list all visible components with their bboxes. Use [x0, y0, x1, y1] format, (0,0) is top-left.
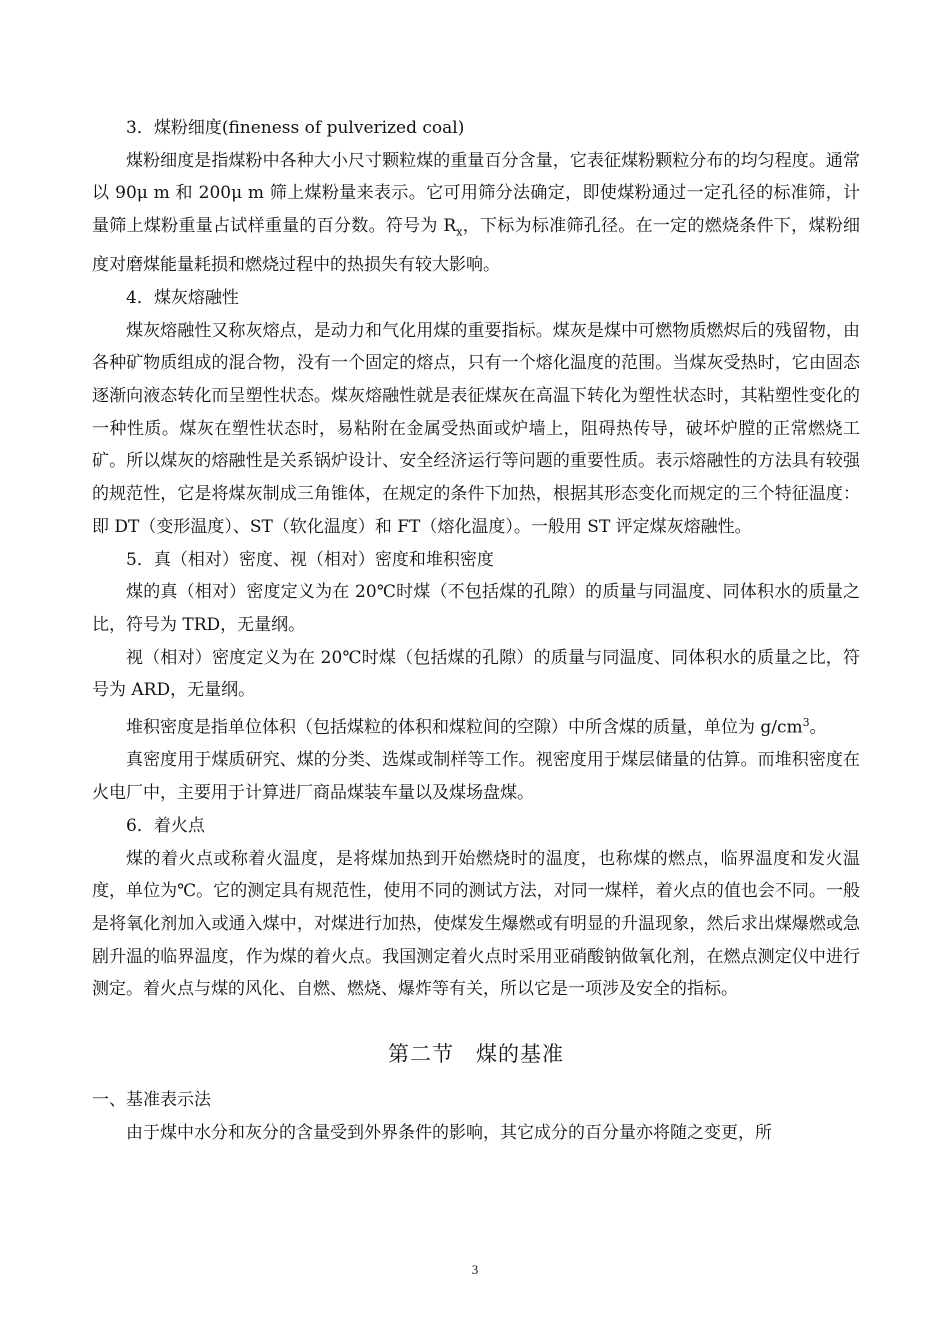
page-number: 3 [471, 1262, 479, 1277]
paragraph-coal-fineness [92, 145, 860, 282]
paragraph-apparent-density: 视（相对）密度定义为在 20℃时煤（包括煤的孔隙）的质量与同温度、同体积水的质量之比，符号为 ARD，无量纲。 [92, 647, 860, 701]
heading-ignition-point: 6．着火点 [126, 815, 205, 836]
superscript: 3 [802, 716, 810, 730]
text-span: 堆积密度是指单位体积（包括煤粒的体积和煤粒间的空隙）中所含煤的质量，单位为 g/cm [126, 717, 803, 738]
paragraph-ash-fusibility: 煤灰熔融性又称灰熔点，是动力和气化用煤的重要指标。煤灰是煤中可燃物质燃烬后的残留物，由各种矿物质组成的混合物，没有一个固定的熔点，只有一个熔化温度的范围。当煤灰受热时，它由固态逐渐向液态转化而呈塑性状态。煤灰熔融性就是表征煤灰在高温下转化为塑性状态时，其粘塑性变化的一种性质。煤灰在塑性状态时，易粘附在金属受热面或炉墙上，阻碍热传导，破坏炉膛的正常燃烧工矿。所以煤灰的熔融性是关系锅炉设计、安全经济运行等问题的重要性质。表示熔融性的方法具有较强的规范性，它是将煤灰制成三角锥体，在规定的条件下加热，根据其形态变化而规定的三个特征温度：即 DT（变形温度）、ST（软化温度）和 FT（熔化温度）。一般用 ST 评定煤灰熔融性。 [92, 320, 860, 537]
document-page [92, 112, 860, 1149]
paragraph-ignition-point: 煤的着火点或称着火温度，是将煤加热到开始燃烧时的温度，也称煤的燃点，临界温度和发火温度，单位为℃。它的测定具有规范性，使用不同的测试方法，对同一煤样，着火点的值也会不同。一般是将氧化剂加入或通入煤中，对煤进行加热，使煤发生爆燃或有明显的升温现象，然后求出煤爆燃或急剧升温的临界温度，作为煤的着火点。我国测定着火点时采用亚硝酸钠做氧化剂，在燃点测定仪中进行测定。着火点与煤的风化、自燃、燃烧、爆炸等有关，所以它是一项涉及安全的指标。 [92, 848, 860, 1000]
paragraph-true-density: 煤的真（相对）密度定义为在 20℃时煤（不包括煤的孔隙）的质量与同温度、同体积水的质量之比，符号为 TRD，无量纲。 [92, 582, 860, 635]
subscript: x [456, 225, 463, 239]
heading-ash-fusibility: 4．煤灰熔融性 [126, 287, 239, 308]
text-span: 煤粉细度是指煤粉中各种大小尺寸颗粒煤的重量百分含量，它表征煤粉颗粒分布的均匀程度。通常以 90μ m 和 200μ m 筛上煤粉量来表示。它可用筛分法确定，即使煤粉通过一定孔径的标准筛，计量筛上煤粉重量占试样重量的百分数。符号为 R [92, 150, 860, 237]
paragraph-density-usage: 真密度用于煤质研究、煤的分类、选煤或制样等工作。视密度用于煤层储量的估算。而堆积密度在火电厂中，主要用于计算进厂商品煤装车量以及煤场盘煤。 [92, 750, 860, 804]
heading-density: 5．真（相对）密度、视（相对）密度和堆积密度 [126, 549, 494, 570]
paragraph-basis: 由于煤中水分和灰分的含量受到外界条件的影响，其它成分的百分量亦将随之变更，所 [126, 1122, 772, 1143]
paragraph-bulk-density [92, 707, 860, 744]
heading-coal-fineness: 3．煤粉细度(fineness of pulverized coal) [126, 118, 465, 138]
text-span: ，下标为标准筛孔径。在一定的燃烧条件下，煤粉细度对磨煤能量耗损和燃烧过程中的热损失有较大影响。 [92, 216, 861, 276]
text-span: 。 [809, 717, 827, 738]
sub-heading-basis: 一、基准表示法 [92, 1090, 211, 1111]
section-title: 第二节 煤的基准 [388, 1042, 564, 1067]
